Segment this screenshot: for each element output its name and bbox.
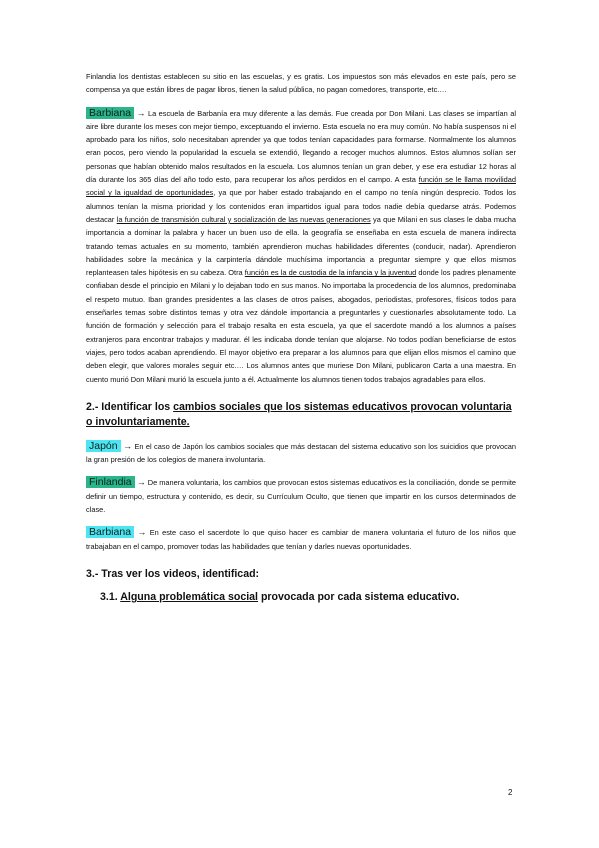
finlandia-text: De manera voluntaria, los cambios que provocan estos sistemas educativos es la conciliación, donde se permite definir un tiempo, estructura y contenido, es decir, su Currículum Oculto, que tienen que impartir en los cursos determinados de clase. <box>86 478 516 515</box>
section-3-heading: 3.- Tras ver los videos, identificad: <box>86 567 260 580</box>
barbiana-text-1: La escuela de Barbanía era muy diferente a las demás. Fue creada por Don Milani. Las clases se impartían al aire libre durante los meses con mejor tiempo, exceptuando el invierno. Esta escuela no era muy común. No había suspensos ni el aprobado para los niños, solo necesitaban aprender ya que todos tenían capacidades para formarse. Normalmente los alumnos eran pocos, pero viendo la popularidad la escuela se extendió, llegando a recoger muchos alumnos. Estos alumnos solían ser personas que habían obtenido malos resultados en la escuela. Los alumnos tenían un gran deber, y ese era estudiar 12 horas al día durante los 365 días del año todo esto, para recuperar los años perdidos en el campo. A esta <box>86 108 516 185</box>
section-2-heading <box>86 400 516 430</box>
arrow-right-icon: → <box>136 107 146 118</box>
intro-paragraph: Finlandia los dentistas establecen su sitio en las escuelas, y es gratis. Los impuestos son más elevados en este país, pero se compensa ya que están libres de pagar libros, tienen la salud pública, no pagan comedores, transporte, etc.… <box>86 72 516 95</box>
barbiana-highlight-tag: Barbiana <box>86 107 134 119</box>
barbiana-paragraph <box>86 107 516 386</box>
finlandia-highlight-tag: Finlandia <box>86 476 135 488</box>
barbiana-change-text: En este caso el sacerdote lo que quiso hacer es cambiar de manera voluntaria el futuro de los niños que trabajaban en el campo, promover todas las habilidades que tenían y darles nuevas oportunidades. <box>86 528 516 551</box>
section-3-1-heading <box>100 590 516 605</box>
japon-highlight-tag: Japón <box>86 440 121 452</box>
document-body <box>86 70 516 605</box>
section-3-1-number: 3.1. <box>100 590 121 603</box>
arrow-right-icon: → <box>136 477 146 488</box>
arrow-right-icon: → <box>137 527 147 538</box>
section-2-underlined: cambios sociales que los sistemas educativos provocan voluntaria o involuntariamente. <box>86 400 512 428</box>
underlined-funcion-transmision: la función de transmisión cultural y socialización de las nuevas generaciones <box>116 214 371 224</box>
section-3-1-underlined: Alguna problemática social <box>120 590 258 603</box>
barbiana-text-2: , ya que por haber estado trabajando en el campo no tenía ningún desprecio. Todos los alumnos tenían la misma prioridad y los contenidos eran impartidos igual para todos nadie debía quedarse atrás. Podemos destacar <box>86 188 516 224</box>
arrow-right-icon: → <box>123 440 133 451</box>
japon-text: En el caso de Japón los cambios sociales que más destacan del sistema educativo son los suicidios que provocan la gran presión de los colegios de manera involuntaria. <box>86 441 516 465</box>
barbiana-text-4: donde los padres plenamente confiaban desde el principio en Milani y lo dejaban todo en sus manos. No importaba la procedencia de los alumnos, predominaba el respeto mutuo. Iban grandes presidentes a las clases de otros países, abogados, periodistas, profesores, físicos todos para enseñarles temas sobre distintos temas y otra vez dándole importancia a preguntarles y cuestionarles absolutamente todo. La función de formación y selección para el trabajo resalta en esta escuela, ya que el sacerdote mandó a los alumnos a países extranjeros para encontrar trabajos y madurar. él les indicaba donde tenían que alojarse. No todos podían beneficiarse de estos viajes, pero todos acaban aprendiendo. El mayor objetivo era preparar a los alumnos para que elijan ellos mismos el camino que deben elegir, que valores morales seguir etc.… Los alumnos antes que muriese Don Milani, publicaron Carta a una maestra. En cuento murió Don Milani murió la escuela junto a él. Actualmente los alumnos tienen todos trabajos agradables para ellos. <box>86 268 516 384</box>
japon-paragraph <box>86 440 516 467</box>
page-number: 2 <box>508 788 513 797</box>
finlandia-paragraph <box>86 476 516 516</box>
section-3-1-rest: provocada por cada sistema educativo. <box>258 590 460 603</box>
barbiana-change-paragraph <box>86 526 516 553</box>
underlined-funcion-movilidad: función se le llama movilidad social y la igualdad de oportunidades <box>86 175 516 198</box>
section-2-prefix: 2.- Identificar los <box>86 400 174 413</box>
underlined-funcion-custodia: función es la de custodia de la infancia y la juventud <box>244 268 417 278</box>
barbiana-change-highlight-tag: Barbiana <box>86 526 134 538</box>
barbiana-text-3: ya que Milani en sus clases le daba mucha importancia a dominar la palabra y hacer un buen uso de ella. la geografía se enseñaba en esta escuela de manera indirecta tratando temas actuales en su momento, también aprendieron muchas habilidades diferentes (conducir, nadar). Aprendieron habilidades sobre la mecánica y la carpintería dándole muchísima importancia a preguntar siempre y que ellos mismos replanteasen tales hipótesis en su cabeza. Otra <box>86 214 517 278</box>
